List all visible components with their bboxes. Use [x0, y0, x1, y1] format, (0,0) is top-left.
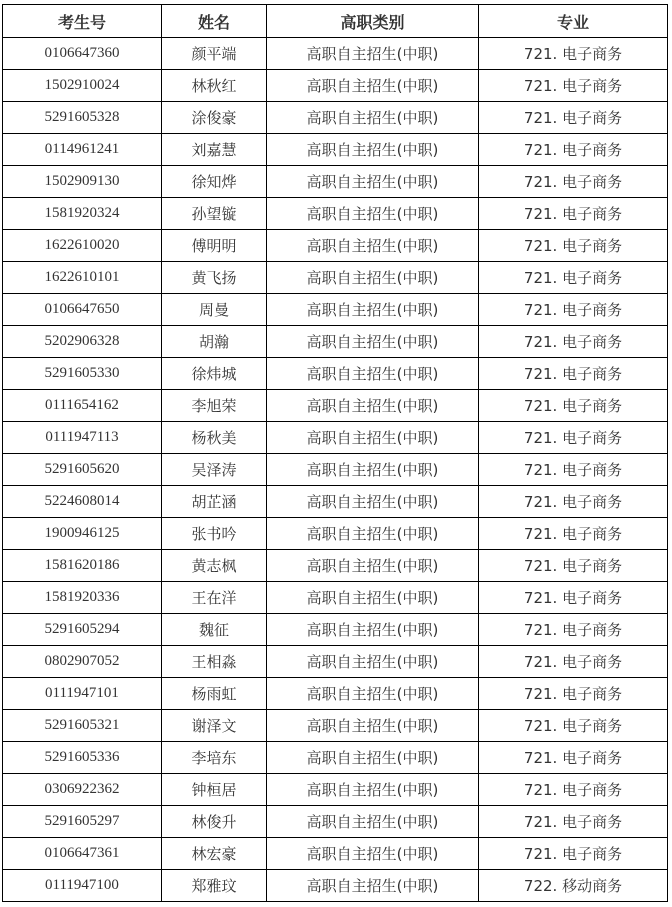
- table-row: [3, 294, 668, 326]
- cell-major: 721. 电子商务: [479, 582, 668, 614]
- cell-category: 高职自主招生(中职): [267, 678, 479, 710]
- cell-major: 721. 电子商务: [479, 678, 668, 710]
- cell-exam-number: 0802907052: [3, 646, 162, 678]
- cell-major: 721. 电子商务: [479, 710, 668, 742]
- cell-major: 721. 电子商务: [479, 198, 668, 230]
- cell-exam-number: 5291605620: [3, 454, 162, 486]
- table-row: [3, 870, 668, 902]
- cell-name: 杨秋美: [162, 422, 267, 454]
- cell-name: 魏征: [162, 614, 267, 646]
- cell-exam-number: 1502910024: [3, 70, 162, 102]
- cell-exam-number: 1581920336: [3, 582, 162, 614]
- cell-exam-number: 1581920324: [3, 198, 162, 230]
- cell-name: 李培东: [162, 742, 267, 774]
- cell-major: 721. 电子商务: [479, 38, 668, 70]
- cell-name: 颜平端: [162, 38, 267, 70]
- header-major: 专业: [479, 5, 668, 38]
- cell-exam-number: 1502909130: [3, 166, 162, 198]
- cell-name: 张书吟: [162, 518, 267, 550]
- cell-exam-number: 0111947101: [3, 678, 162, 710]
- table-row: [3, 102, 668, 134]
- table-body: [3, 38, 668, 902]
- cell-exam-number: 5291605336: [3, 742, 162, 774]
- cell-name: 王在洋: [162, 582, 267, 614]
- cell-category: 高职自主招生(中职): [267, 774, 479, 806]
- cell-category: 高职自主招生(中职): [267, 838, 479, 870]
- cell-category: 高职自主招生(中职): [267, 806, 479, 838]
- cell-name: 黄飞扬: [162, 262, 267, 294]
- cell-category: 高职自主招生(中职): [267, 198, 479, 230]
- cell-category: 高职自主招生(中职): [267, 326, 479, 358]
- cell-category: 高职自主招生(中职): [267, 486, 479, 518]
- cell-name: 杨雨虹: [162, 678, 267, 710]
- cell-exam-number: 5291605328: [3, 102, 162, 134]
- cell-major: 721. 电子商务: [479, 646, 668, 678]
- cell-category: 高职自主招生(中职): [267, 294, 479, 326]
- cell-major: 721. 电子商务: [479, 550, 668, 582]
- table-row: [3, 742, 668, 774]
- cell-name: 钟桓居: [162, 774, 267, 806]
- cell-name: 李旭荣: [162, 390, 267, 422]
- cell-name: 王相淼: [162, 646, 267, 678]
- table-row: [3, 806, 668, 838]
- cell-category: 高职自主招生(中职): [267, 38, 479, 70]
- table-row: [3, 710, 668, 742]
- cell-category: 高职自主招生(中职): [267, 870, 479, 902]
- header-exam-number: 考生号: [3, 5, 162, 38]
- cell-category: 高职自主招生(中职): [267, 614, 479, 646]
- cell-name: 傅明明: [162, 230, 267, 262]
- cell-major: 721. 电子商务: [479, 294, 668, 326]
- cell-category: 高职自主招生(中职): [267, 710, 479, 742]
- cell-name: 郑雅玟: [162, 870, 267, 902]
- table-row: [3, 486, 668, 518]
- table-header: [3, 5, 668, 38]
- cell-category: 高职自主招生(中职): [267, 550, 479, 582]
- cell-major: 721. 电子商务: [479, 518, 668, 550]
- table-row: [3, 326, 668, 358]
- cell-major: 721. 电子商务: [479, 70, 668, 102]
- cell-major: 721. 电子商务: [479, 102, 668, 134]
- cell-major: 721. 电子商务: [479, 454, 668, 486]
- table-row: [3, 582, 668, 614]
- cell-exam-number: 0111947113: [3, 422, 162, 454]
- table-row: [3, 614, 668, 646]
- cell-category: 高职自主招生(中职): [267, 422, 479, 454]
- table-row: [3, 774, 668, 806]
- cell-major: 721. 电子商务: [479, 614, 668, 646]
- cell-name: 谢泽文: [162, 710, 267, 742]
- header-name: 姓名: [162, 5, 267, 38]
- cell-name: 胡瀚: [162, 326, 267, 358]
- cell-name: 林俊升: [162, 806, 267, 838]
- admission-roster-table: [2, 4, 668, 902]
- cell-name: 黄志枫: [162, 550, 267, 582]
- cell-major: 721. 电子商务: [479, 806, 668, 838]
- cell-major: 721. 电子商务: [479, 486, 668, 518]
- header-category: 高职类别: [267, 5, 479, 38]
- cell-category: 高职自主招生(中职): [267, 742, 479, 774]
- cell-exam-number: 0106647650: [3, 294, 162, 326]
- table-row: [3, 422, 668, 454]
- cell-exam-number: 1900946125: [3, 518, 162, 550]
- cell-category: 高职自主招生(中职): [267, 166, 479, 198]
- cell-exam-number: 5291605321: [3, 710, 162, 742]
- cell-category: 高职自主招生(中职): [267, 518, 479, 550]
- table-row: [3, 454, 668, 486]
- cell-exam-number: 1581620186: [3, 550, 162, 582]
- cell-exam-number: 5291605297: [3, 806, 162, 838]
- cell-name: 徐炜城: [162, 358, 267, 390]
- header-row: [3, 5, 668, 38]
- cell-exam-number: 0306922362: [3, 774, 162, 806]
- cell-name: 周曼: [162, 294, 267, 326]
- cell-category: 高职自主招生(中职): [267, 102, 479, 134]
- cell-category: 高职自主招生(中职): [267, 454, 479, 486]
- cell-name: 林宏豪: [162, 838, 267, 870]
- cell-major: 721. 电子商务: [479, 262, 668, 294]
- table-row: [3, 38, 668, 70]
- cell-name: 吴泽涛: [162, 454, 267, 486]
- cell-name: 林秋红: [162, 70, 267, 102]
- cell-name: 刘嘉慧: [162, 134, 267, 166]
- table-row: [3, 166, 668, 198]
- cell-major: 721. 电子商务: [479, 774, 668, 806]
- cell-category: 高职自主招生(中职): [267, 390, 479, 422]
- table-row: [3, 678, 668, 710]
- cell-exam-number: 5202906328: [3, 326, 162, 358]
- cell-name: 胡芷涵: [162, 486, 267, 518]
- cell-major: 722. 移动商务: [479, 870, 668, 902]
- cell-category: 高职自主招生(中职): [267, 358, 479, 390]
- cell-major: 721. 电子商务: [479, 230, 668, 262]
- cell-exam-number: 1622610020: [3, 230, 162, 262]
- cell-exam-number: 5291605294: [3, 614, 162, 646]
- table-row: [3, 262, 668, 294]
- cell-category: 高职自主招生(中职): [267, 646, 479, 678]
- cell-major: 721. 电子商务: [479, 358, 668, 390]
- cell-exam-number: 0106647360: [3, 38, 162, 70]
- cell-exam-number: 0114961241: [3, 134, 162, 166]
- table-row: [3, 646, 668, 678]
- cell-major: 721. 电子商务: [479, 326, 668, 358]
- cell-category: 高职自主招生(中职): [267, 70, 479, 102]
- cell-name: 涂俊豪: [162, 102, 267, 134]
- table-row: [3, 838, 668, 870]
- cell-name: 孙望镟: [162, 198, 267, 230]
- table-row: [3, 70, 668, 102]
- table-row: [3, 518, 668, 550]
- cell-exam-number: 0111947100: [3, 870, 162, 902]
- cell-major: 721. 电子商务: [479, 166, 668, 198]
- table-row: [3, 198, 668, 230]
- cell-category: 高职自主招生(中职): [267, 582, 479, 614]
- cell-category: 高职自主招生(中职): [267, 230, 479, 262]
- cell-major: 721. 电子商务: [479, 838, 668, 870]
- cell-exam-number: 0106647361: [3, 838, 162, 870]
- cell-exam-number: 5291605330: [3, 358, 162, 390]
- table-row: [3, 390, 668, 422]
- cell-major: 721. 电子商务: [479, 390, 668, 422]
- table-row: [3, 550, 668, 582]
- cell-exam-number: 0111654162: [3, 390, 162, 422]
- table-row: [3, 230, 668, 262]
- cell-major: 721. 电子商务: [479, 742, 668, 774]
- cell-major: 721. 电子商务: [479, 134, 668, 166]
- cell-category: 高职自主招生(中职): [267, 134, 479, 166]
- cell-category: 高职自主招生(中职): [267, 262, 479, 294]
- table-row: [3, 358, 668, 390]
- cell-exam-number: 1622610101: [3, 262, 162, 294]
- cell-major: 721. 电子商务: [479, 422, 668, 454]
- cell-name: 徐知烨: [162, 166, 267, 198]
- cell-exam-number: 5224608014: [3, 486, 162, 518]
- table-row: [3, 134, 668, 166]
